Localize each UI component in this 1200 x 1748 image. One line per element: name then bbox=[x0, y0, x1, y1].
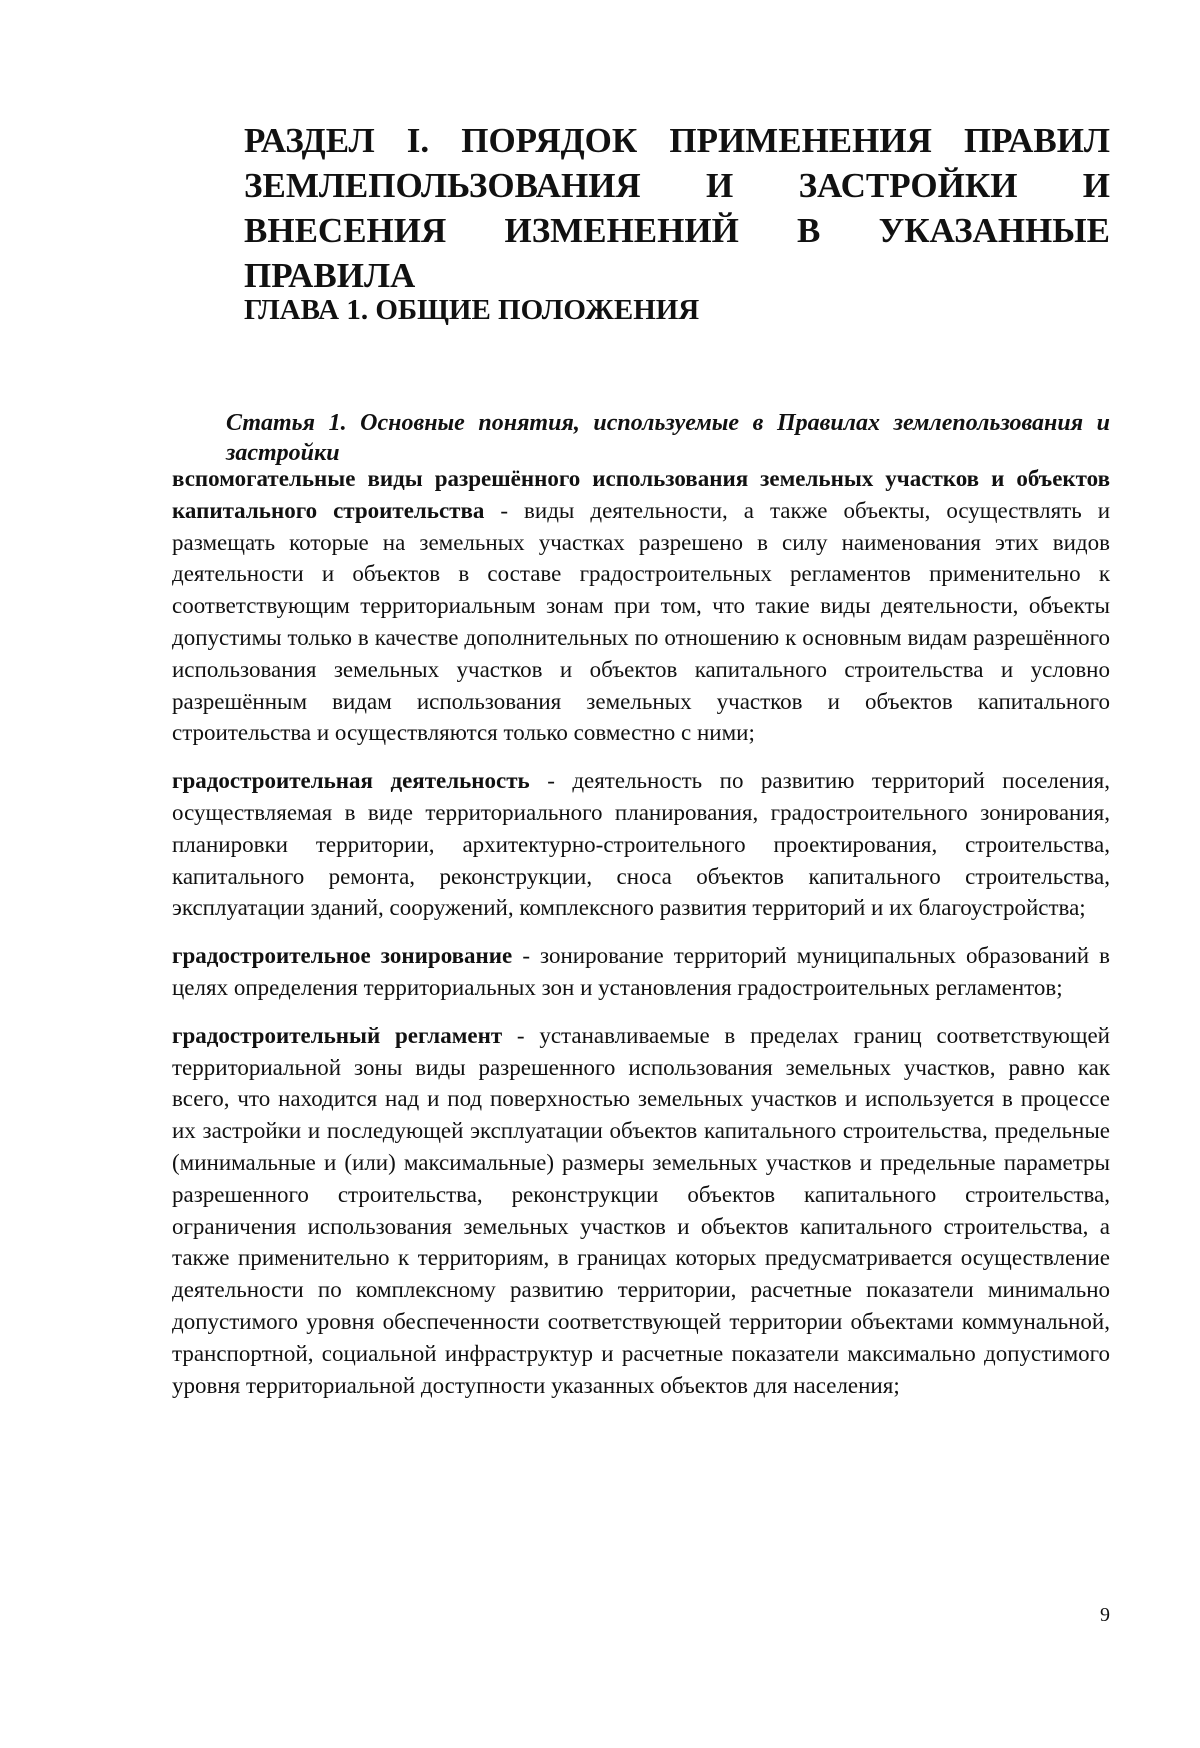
definition-paragraph bbox=[172, 940, 1110, 1004]
page-number: 9 bbox=[1100, 1604, 1110, 1626]
definition-text: - деятельность по развитию территорий поселения, осуществляемая в виде территориального планирования, градостроительного зонирования, планировки территории, архитектурно-строительного проектирования, строительства, капитального ремонта, реконструкции, сноса объектов капитального строительства, эксплуатации зданий, сооружений, комплексного развития территорий и их благоустройства; bbox=[172, 768, 1110, 921]
definition-paragraph bbox=[172, 1020, 1110, 1402]
definition-text: - зонирование территорий муниципальных образований в целях определения территориальных зон и установления градостроительных регламентов; bbox=[172, 943, 1111, 1000]
article-title: Статья 1. Основные понятия, используемые в Правилах землепользования и застройки bbox=[226, 410, 1110, 466]
definition-term: градостроительное зонирование bbox=[172, 943, 513, 969]
definition-term: вспомогательные виды разрешённого использования земельных участков и объектов капитального строительства bbox=[172, 466, 1110, 523]
definition-paragraph bbox=[172, 765, 1110, 924]
definition-term: градостроительный регламент bbox=[172, 1022, 503, 1048]
chapter-title: ГЛАВА 1. ОБЩИЕ ПОЛОЖЕНИЯ bbox=[244, 294, 700, 326]
definitions-list bbox=[172, 463, 1110, 1417]
definition-term: градостроительная деятельность bbox=[172, 768, 530, 794]
definition-paragraph bbox=[172, 463, 1110, 749]
section-title: РАЗДЕЛ I. ПОРЯДОК ПРИМЕНЕНИЯ ПРАВИЛ ЗЕМЛЕПОЛЬЗОВАНИЯ И ЗАСТРОЙКИ И ВНЕСЕНИЯ ИЗМЕНЕНИЙ В УКАЗАННЫЕ ПРАВИЛА bbox=[244, 121, 1110, 295]
definition-text: - устанавливаемые в пределах границ соответствующей территориальной зоны виды разрешенного использования земельных участков, равно как всего, что находится над и под поверхностью земельных участков и используется в процессе их застройки и последующей эксплуатации объектов капитального строительства, предельные (минимальные и (или) максимальные) размеры земельных участков и предельные параметры разрешенного строительства, реконструкции объектов капитального строительства, ограничения использования земельных участков и объектов капитального строительства, а также применительно к территориям, в границах которых предусматривается осуществление деятельности по комплексному развитию территории, расчетные показатели минимально допустимого уровня обеспеченности соответствующей территории объектами коммунальной, транспортной, социальной инфраструктур и расчетные показатели максимально допустимого уровня территориальной доступности указанных объектов для населения; bbox=[172, 1022, 1110, 1398]
definition-text: - виды деятельности, а также объекты, осуществлять и размещать которые на земельных участках разрешено в силу наименования этих видов деятельности и объектов в составе градостроительных регламентов применительно к соответствующим территориальным зонам при том, что такие виды деятельности, объекты допустимы только в качестве дополнительных по отношению к основным видам разрешённого использования земельных участков и объектов капитального строительства и условно разрешённым видам использования земельных участков и объектов капитального строительства и осуществляются только совместно с ними; bbox=[172, 497, 1111, 746]
